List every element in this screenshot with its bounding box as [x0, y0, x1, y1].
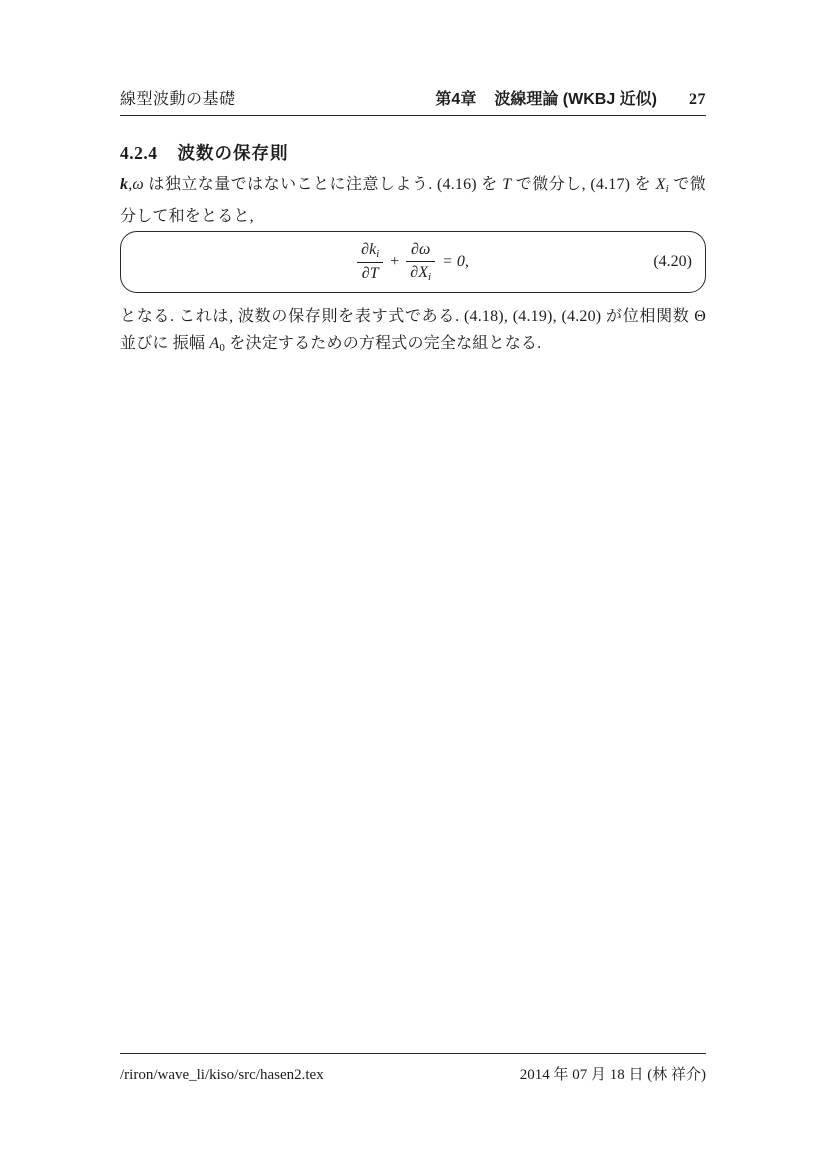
header-chapter-group — [435, 86, 706, 109]
section-number: 4.2.4 — [120, 143, 158, 163]
paragraph-text-1: は独立な量ではないことに注意しよう. (4.16) を — [143, 176, 503, 193]
math-var-k: k — [120, 176, 129, 193]
fraction-denominator: $\partial X_i$ — [406, 261, 435, 285]
equation-box — [120, 231, 706, 293]
header-chapter-label: 第4章 — [435, 91, 477, 108]
equation-number: (4.20) — [653, 253, 692, 270]
math-sub-i: i — [376, 247, 380, 260]
page-header — [120, 86, 706, 116]
math-sub-i: i — [427, 270, 432, 283]
paragraph-text-1: となる. これは, 波数の保存則を表す式である. (4.18), (4.19), (4.20) が位相関数 — [120, 308, 695, 325]
math-sub-i: i — [665, 183, 669, 195]
math-var-omega: ω — [132, 176, 144, 193]
equation-rhs: = 0, — [442, 253, 469, 270]
paragraph-text-2: 並びに 振幅 — [120, 335, 210, 352]
paragraph-intro — [120, 171, 706, 230]
section-title: 波数の保存則 — [177, 143, 289, 163]
page-footer — [120, 1053, 706, 1084]
header-chapter-title: 波線理論 (WKBJ 近似) — [494, 91, 657, 108]
paragraph-text-3: を決定するための方程式の完全な組となる. — [225, 335, 542, 352]
paragraph-conclusion — [120, 303, 706, 362]
plus-operator: + — [390, 253, 400, 270]
math-var-X: X — [655, 176, 666, 193]
equation-4-20 — [357, 240, 469, 285]
page-number: 27 — [689, 91, 706, 108]
fraction-domega-dXi — [406, 240, 435, 285]
paragraph-text-2: で微分し, (4.17) を — [511, 176, 656, 193]
footer-source-path: /riron/wave_li/kiso/src/hasen2.tex — [120, 1067, 324, 1083]
math-var-A: A — [209, 335, 220, 352]
math-var-theta: Θ — [694, 308, 706, 325]
footer-date-author: 2014 年 07 月 18 日 (林 祥介) — [519, 1067, 706, 1083]
paragraph-text-3: で微分して和をとると, — [120, 176, 706, 225]
fraction-numerator: $\partial k_i$ — [361, 240, 380, 260]
text-comma: , — [128, 176, 133, 193]
header-doc-title: 線型波動の基礎 — [120, 91, 236, 108]
fraction-denominator: ∂T — [357, 262, 383, 284]
fraction-numerator: ∂ω — [411, 240, 431, 258]
math-var-T: T — [502, 176, 512, 193]
fraction-dki-dT — [357, 240, 383, 285]
section-heading — [120, 140, 706, 165]
math-sub-0: 0 — [219, 342, 226, 354]
